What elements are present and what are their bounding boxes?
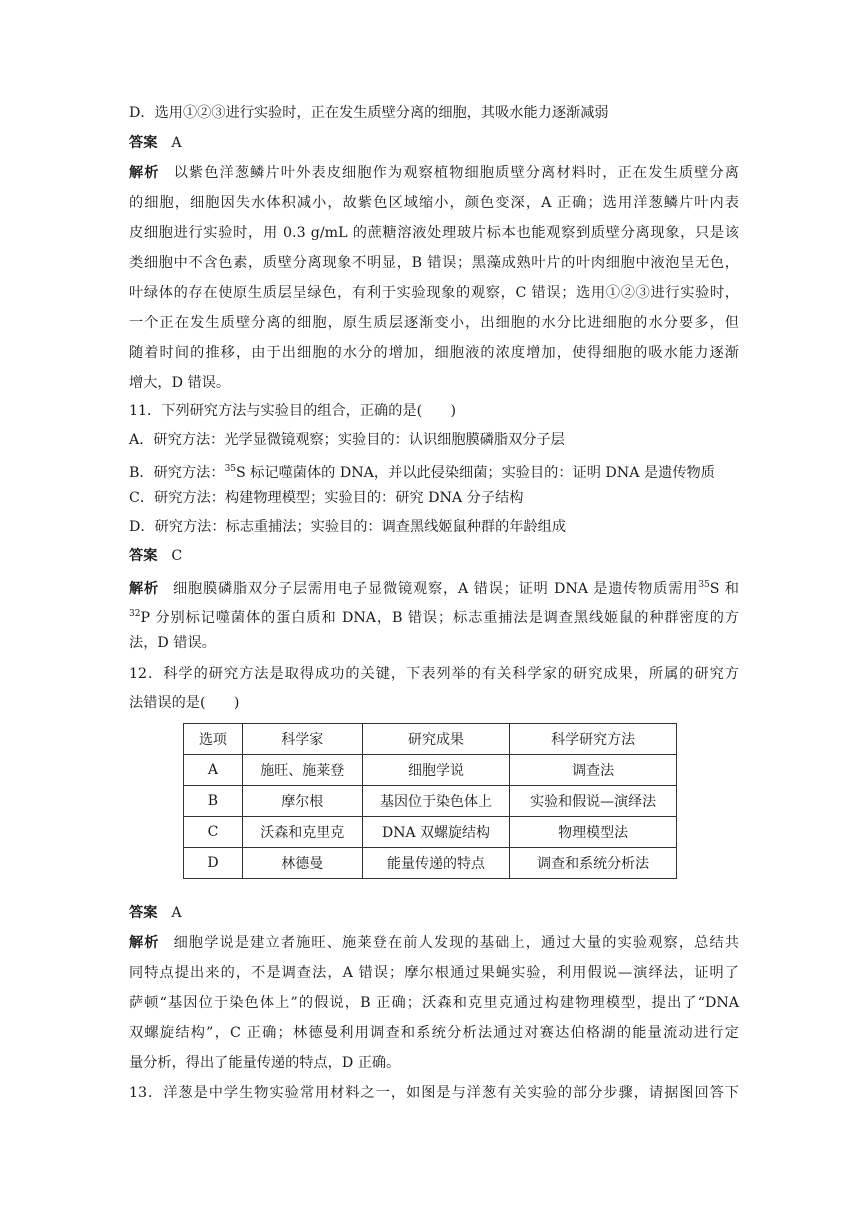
- explanation-q12-line-4: 双螺旋结构”，C 正确；林德曼利用调查和系统分析法通过对赛达伯格湖的能量流动进行定: [129, 1025, 739, 1041]
- table-cell: 林德曼: [242, 848, 362, 879]
- explanation-text: S 和: [709, 581, 739, 597]
- explanation-label: 解析: [129, 935, 160, 951]
- answer-value: A: [171, 135, 182, 151]
- option-b-text: S 标记噬菌体的 DNA，并以此侵染细菌；实验目的：证明 DNA 是遗传物质: [236, 465, 715, 481]
- table-row: [184, 817, 677, 848]
- isotope-superscript: 32: [129, 609, 141, 619]
- explanation-text: P 分别标记噬菌体的蛋白质和 DNA，B 错误；标志重捕法是调查黑线姬鼠的种群密度的方: [140, 610, 739, 626]
- table-header: 选项: [184, 724, 243, 755]
- option-c-q11: C．研究方法：构建物理模型；实验目的：研究 DNA 分子结构: [129, 490, 524, 506]
- isotope-superscript: 35: [224, 464, 237, 474]
- question-13: 13．洋葱是中学生物实验常用材料之一，如图是与洋葱有关实验的部分步骤，请据图回答下: [129, 1085, 739, 1101]
- explanation-q10-line-6: 一个正在发生质壁分离的细胞，原生质层逐渐变小，出细胞的水分比进细胞的水分要多，但: [129, 315, 739, 331]
- table-header-row: [184, 724, 677, 755]
- answer-value: C: [171, 548, 183, 564]
- explanation-q10-line-5: 叶绿体的存在使原生质层呈绿色，有利于实验现象的观察，C 错误；选用①②③进行实验时，: [129, 285, 739, 301]
- answer-value: A: [171, 905, 182, 921]
- table-cell: 调查法: [510, 755, 677, 786]
- table-cell: 物理模型法: [510, 817, 677, 848]
- explanation-q11-line-3: 法，D 错误。: [129, 635, 216, 651]
- table-cell: DNA 双螺旋结构: [362, 817, 510, 848]
- explanation-q10-line-4: 类细胞中不含色素，质壁分离现象不明显，B 错误；黑藻成熟叶片的叶肉细胞中液泡呈无色，: [129, 255, 739, 271]
- answer-q10: [129, 133, 739, 153]
- explanation-q10-line-1: [129, 163, 739, 183]
- table-cell: B: [184, 786, 243, 817]
- explanation-q10-line-7: 随着时间的推移，由于出细胞的水分的增加，细胞液的浓度增加，使得细胞的吸水能力逐渐: [129, 345, 739, 361]
- question-12-line-2: 法错误的是( ): [129, 695, 240, 711]
- table-header: 科学家: [242, 724, 362, 755]
- table-cell: D: [184, 848, 243, 879]
- table-cell: 摩尔根: [242, 786, 362, 817]
- explanation-text: 以紫色洋葱鳞片叶外表皮细胞作为观察植物细胞质壁分离材料时，正在发生质壁分离: [173, 165, 739, 181]
- explanation-text: 细胞学说是建立者施旺、施莱登在前人发现的基础上，通过大量的实验观察，总结共: [173, 935, 739, 951]
- table-cell: C: [184, 817, 243, 848]
- table-row: [184, 786, 677, 817]
- table-cell: A: [184, 755, 243, 786]
- answer-label: 答案: [129, 905, 158, 921]
- research-methods-table: [183, 723, 677, 879]
- explanation-q11-line-1: [129, 575, 739, 595]
- explanation-text: 细胞膜磷脂双分子层需用电子显微镜观察，A 错误；证明 DNA 是遗传物质需用: [173, 581, 699, 597]
- explanation-q10-line-8: 增大，D 错误。: [129, 375, 231, 391]
- option-b-prefix: B．研究方法：: [129, 465, 225, 481]
- question-11: 11．下列研究方法与实验目的组合，正确的是( ): [129, 403, 457, 419]
- explanation-q12-line-3: 萨顿“基因位于染色体上”的假说，B 正确；沃森和克里克通过构建物理模型，提出了“DNA: [129, 995, 739, 1011]
- table-header: 研究成果: [362, 724, 510, 755]
- option-a-q11: A．研究方法：光学显微镜观察；实验目的：认识细胞膜磷脂双分子层: [129, 432, 565, 448]
- answer-label: 答案: [129, 135, 158, 151]
- table-cell: 调查和系统分析法: [510, 848, 677, 879]
- isotope-superscript: 35: [698, 580, 710, 590]
- option-d-q10: D．选用①②③进行实验时，正在发生质壁分离的细胞，其吸水能力逐渐减弱: [129, 105, 609, 121]
- explanation-label: 解析: [129, 581, 160, 597]
- table-cell: 能量传递的特点: [362, 848, 510, 879]
- question-12-line-1: 12．科学的研究方法是取得成功的关键，下表列举的有关科学家的研究成果，所属的研究方: [129, 666, 739, 682]
- table-cell: 沃森和克里克: [242, 817, 362, 848]
- explanation-q12-line-2: 同特点提出来的，不是调查法，A 错误；摩尔根通过果蝇实验，利用假说—演绎法，证明了: [129, 965, 739, 981]
- table-cell: 实验和假说—演绎法: [510, 786, 677, 817]
- table-row: [184, 848, 677, 879]
- explanation-q10-line-2: 的细胞，细胞因失水体积减小，故紫色区域缩小，颜色变深，A 正确；选用洋葱鳞片叶内表: [129, 195, 739, 211]
- explanation-q11-line-2: [129, 604, 739, 624]
- explanation-q12-line-1: [129, 933, 739, 953]
- table-cell: 基因位于染色体上: [362, 786, 510, 817]
- explanation-q12-line-5: 量分析，得出了能量传递的特点，D 正确。: [129, 1055, 401, 1071]
- table-row: [184, 755, 677, 786]
- table-header: 科学研究方法: [510, 724, 677, 755]
- table-cell: 施旺、施莱登: [242, 755, 362, 786]
- explanation-q10-line-3: 皮细胞进行实验时，用 0.3 g/mL 的蔗糖溶液处理玻片标本也能观察到质壁分离现象，只是该: [129, 225, 739, 241]
- answer-label: 答案: [129, 548, 158, 564]
- explanation-label: 解析: [129, 165, 160, 181]
- table-cell: 细胞学说: [362, 755, 510, 786]
- answer-q12: [129, 903, 739, 923]
- option-b-q11: [129, 459, 739, 479]
- answer-q11: [129, 546, 739, 566]
- option-d-q11: D．研究方法：标志重捕法；实验目的：调查黑线姬鼠种群的年龄组成: [129, 519, 567, 535]
